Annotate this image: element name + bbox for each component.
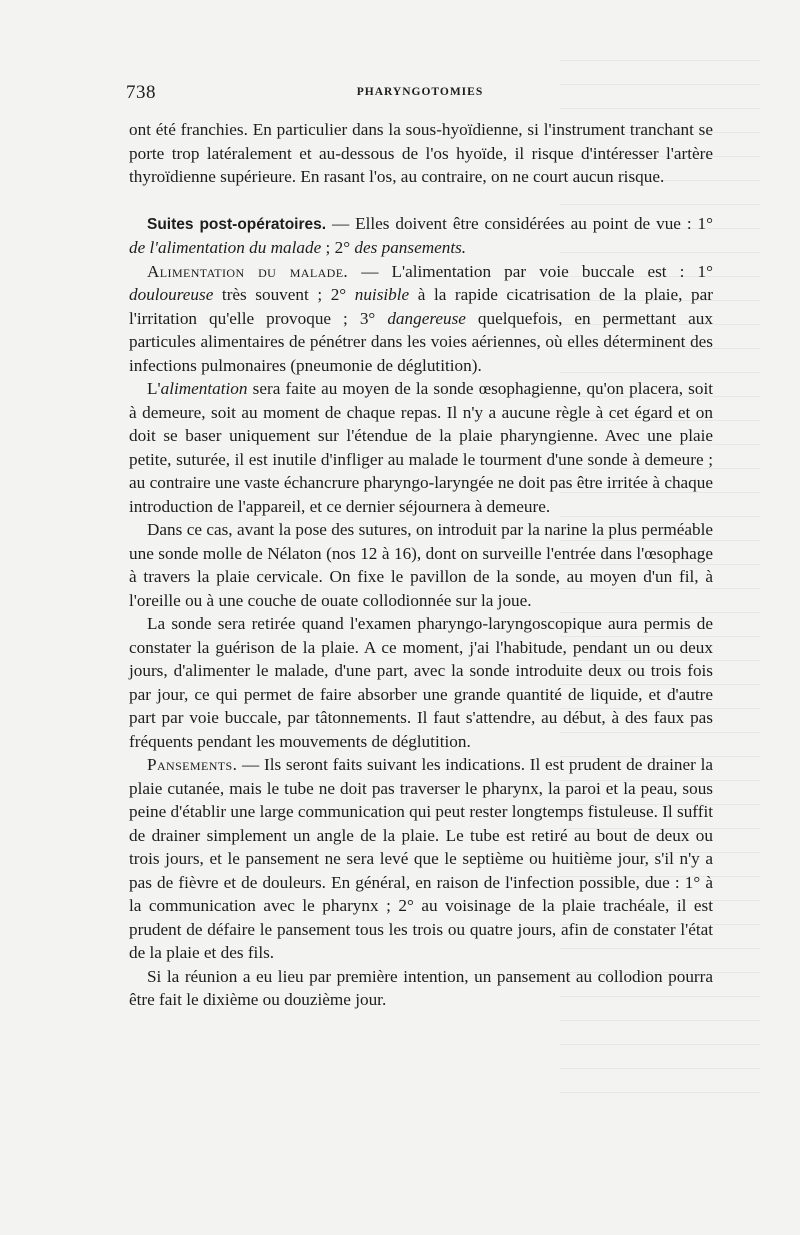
text-run: quelquefois, en permettant aux particules alimentaires de pénétrer dans les voies aériennes, où elles déterminent des infections pulmonaires (pneumonie de déglutition). bbox=[129, 308, 713, 375]
italic-run: dangereuse bbox=[387, 308, 466, 328]
subsection-heading: Alimentation du malade. bbox=[147, 261, 349, 281]
paragraph-suites-post-operatoires bbox=[129, 212, 713, 260]
italic-run: de l'alimentation du malade bbox=[129, 238, 322, 257]
body-text bbox=[129, 118, 713, 1012]
text-run: ; 2° bbox=[321, 238, 355, 257]
paragraph-retrait-sonde: La sonde sera retirée quand l'examen pharyngo-laryngoscopique aura permis de constater la guérison de la plaie. A ce moment, j'ai l'habitude, pendant un ou deux jours, d'alimenter le malade, d'une part, avec la sonde introduite deux ou trois fois par jour, ce qui permet de faire absorber une grande quantité de liquide, et d'autre part par voie buccale, par tâtonnements. Il faut s'attendre, au début, à des faux pas fréquents pendant les mouvements de déglutition. bbox=[129, 614, 713, 751]
text-run: à la rapide cicatrisation de la plaie, par l'irritation qu'elle provoque ; 3° bbox=[129, 285, 713, 328]
paragraph-pansements bbox=[129, 753, 713, 965]
italic-run: douloureuse bbox=[129, 285, 214, 304]
page-number: 738 bbox=[126, 82, 156, 103]
section-heading: Suites post-opératoires. bbox=[147, 215, 327, 233]
text-run: L' bbox=[147, 379, 161, 398]
italic-run: des pansements. bbox=[354, 238, 467, 257]
subsection-heading: Pansements. bbox=[147, 755, 238, 774]
text-run: sera faite au moyen de la sonde œsophagienne, qu'on placera, soit à demeure, soit au moment de chaque repas. Il n'y a aucune règle à cet égard et on doit se baser uniquement sur l'étendue de la plaie pharyngienne. Avec une plaie petite, suturée, il est inutile d'infliger au malade le tourment d'une sonde à demeure ; au contraire une vaste échancrure pharyngo-laryngée ne doit pas être irritée à chaque introduction de l'appareil, et ce dernier séjournera à demeure. bbox=[129, 379, 713, 516]
paragraph-alimentation bbox=[129, 260, 713, 378]
paragraph-continuation: ont été franchies. En particulier dans la sous-hyoïdienne, si l'instrument tranchant se porte trop latéralement et au-dessous de l'os hyoïde, il risque d'intéresser l'artère thyroïdienne supérieure. En rasant l'os, au contraire, on ne court aucun risque. bbox=[129, 120, 713, 186]
text-run: — Ils seront faits suivant les indications. Il est prudent de drainer la plaie cutanée, mais le tube ne doit pas traverser le pharynx, la paroi et la peau, sous peine d'établir une large communication qui peut rester longtemps fistuleuse. Il suffit de drainer simplement un angle de la plaie. Le tube est retiré au bout de deux ou trois jours, et le pansement ne sera levé que le septième ou huitième jour, s'il n'y a pas de fièvre et de douleurs. En général, en raison de l'infection possible, due : 1° à la communication avec le pharynx ; 2° au voisinage de la plaie trachéale, il est prudent de défaire le pansement tous les trois ou quatre jours, afin de constater l'état de la plaie et des fils. bbox=[129, 755, 713, 962]
text-run: — L'alimentation par voie buccale est : 1° bbox=[348, 261, 713, 281]
text-run: très souvent ; 2° bbox=[213, 285, 355, 304]
text-run: — Elles doivent être considérées au point de vue : 1° bbox=[326, 213, 713, 233]
italic-run: nuisible bbox=[354, 285, 410, 304]
running-head: PHARYNGOTOMIES bbox=[356, 86, 484, 98]
paragraph-sonde-nelaton: Dans ce cas, avant la pose des sutures, on introduit par la narine la plus perméable une sonde molle de Nélaton (nos 12 à 16), dont on surveille l'entrée dans l'œsophage à travers la plaie cervicale. On fixe le pavillon de la sonde, au moyen d'un fil, à l'oreille ou à une couche de ouate collodionnée sur la joue. bbox=[129, 520, 713, 610]
page-header bbox=[126, 82, 714, 104]
paragraph-sonde-oesophagienne bbox=[129, 377, 713, 518]
paragraph-collodion: Si la réunion a eu lieu par première intention, un pansement au collodion pourra être fait le dixième ou douzième jour. bbox=[129, 966, 713, 1009]
italic-run: alimentation bbox=[160, 379, 248, 398]
